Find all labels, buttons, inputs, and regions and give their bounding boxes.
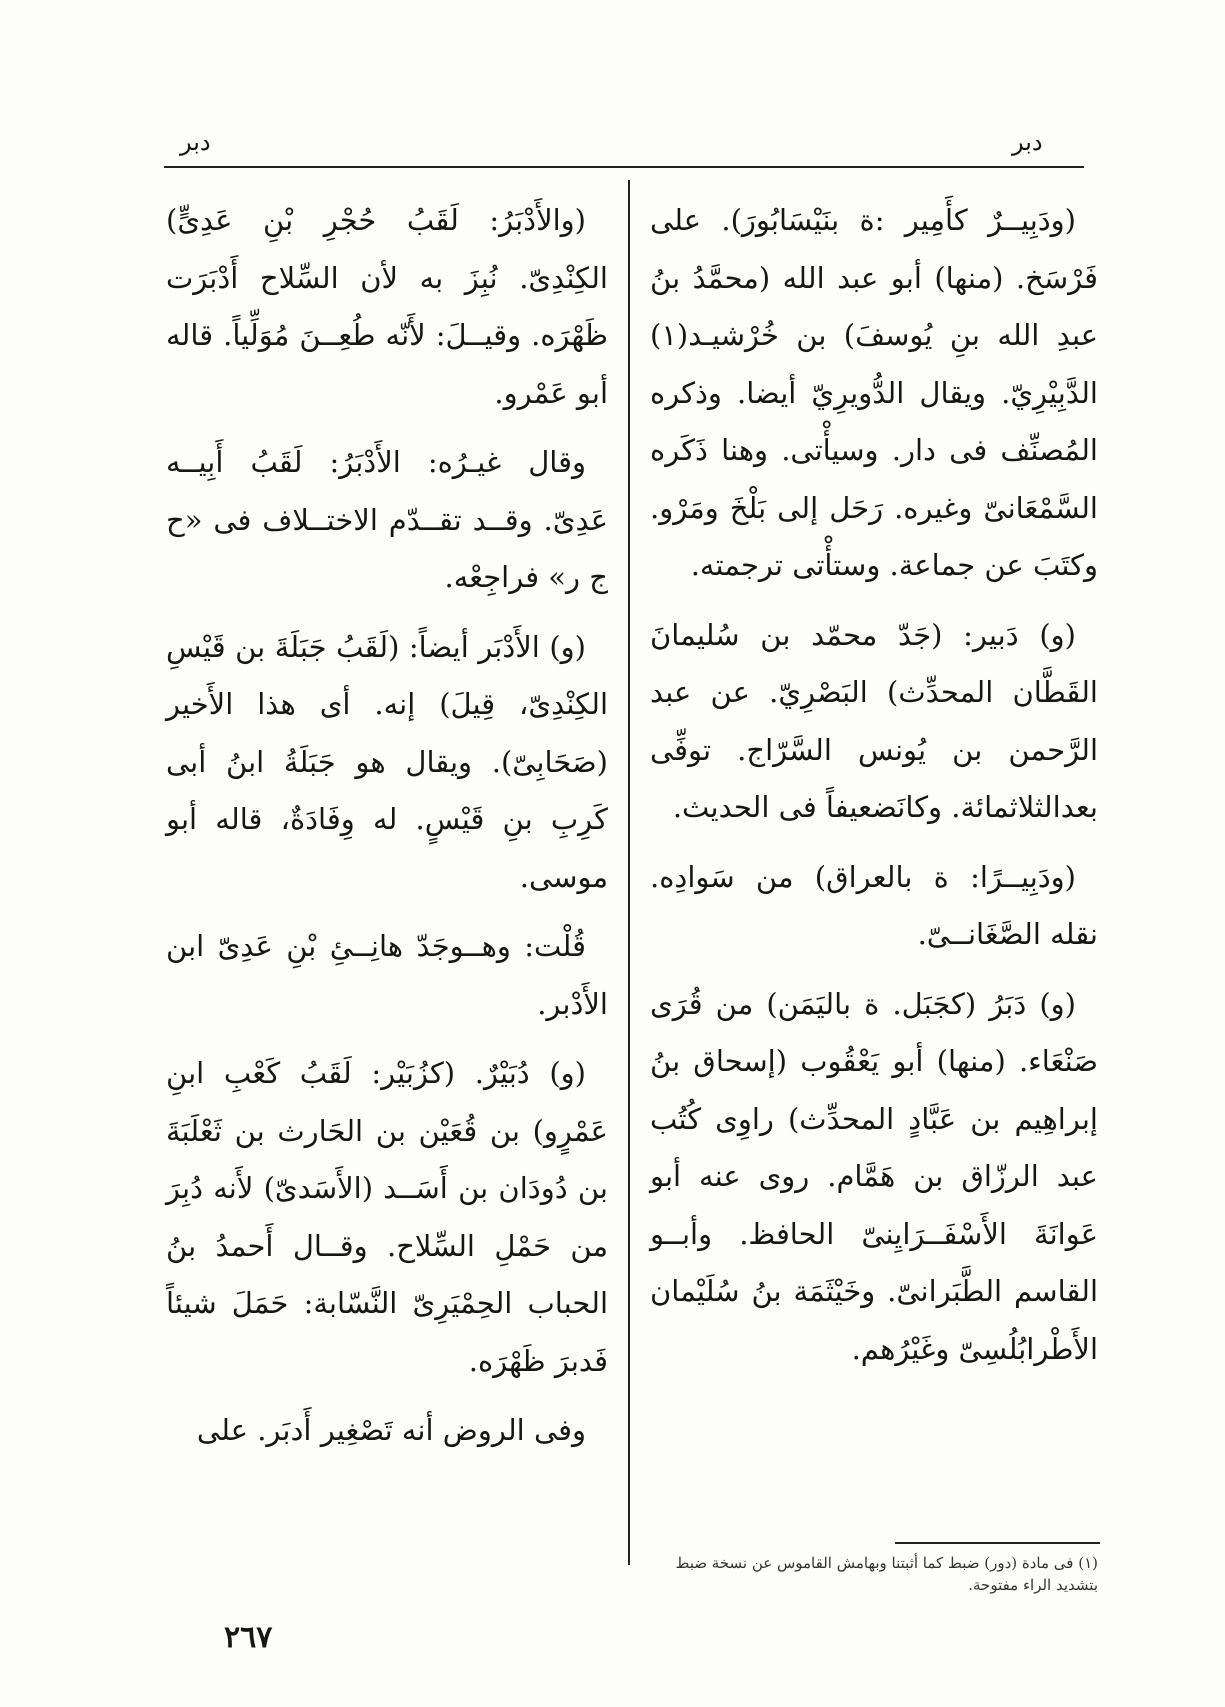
entry-paragraph: (ودَبِيــرٌ كأَمِير :ة بنَيْسَابُورَ). على فَرْسَخ. (منها) أبو عبد الله (محمَّدُ بنُ عبدِ الله بنِ يُوسفَ) بن خُرْشيـد(١) الدَّبِيْرِيّ. ويقال الدُّويرِيّ أيضا. وذكره المُصنِّف فى دار. وسيأْتى. وهنا ذَكَره السَّمْعَانىّ وغيره. رَحَل إلى بَلْخَ ومَرْو. وكتَبَ عن جماعة. وستأْتى ترجمته. [650,203,1098,582]
page-number: ٢٦٧ [224,1620,273,1655]
running-head-right: دبر [1012,128,1043,156]
left-column [166,192,608,1460]
entry-paragraph: (و) دُبَيْرٌ. (كزُبَيْر: لَقَبُ كَعْبِ ابنِ عَمْرٍو) بن قُعَيْن بن الحَارث بن ثَعْلَبَةَ بن دُودَان بن أَسَــد (الأَسَدىّ) لأَنه دُبِرَ من حَمْلِ السِّلاح. وقــال أَحمدُ بنُ الحباب الحِمْيَرِىّ النَّسّابة: حَمَلَ شيئاً فَدبرَ ظَهْرَه. [166,1056,608,1378]
footnote-rule [895,1542,1100,1544]
entry-paragraph: (ودَبِيــرًا: ة بالعراق) من سَوادِه. نقله الصَّغَانــىّ. [650,859,1098,951]
right-column [650,192,1098,1378]
entry-paragraph: (والأَدْبَرُ: لَقَبُ حُجْرِ بْنِ عَدِىٍّ) الكِنْدِىّ. نُبِزَ به لأن السِّلاح أَدْبَرَت ظَهْرَه. وقيــلَ: لأَنّه طُعِــنَ مُوَلِّياً. قاله أبو عَمْرو. [166,203,608,410]
column-divider [628,180,630,1565]
header-rule [164,166,1084,168]
entry-paragraph: وقال غيـرُه: الأَدْبَرُ: لَقَبُ أَبِيــه عَدِىّ. وقــد تقــدّم الاختــلاف فى «ح ج ر» فراجِعْه. [166,445,608,594]
entry-paragraph: (و) دَبَرُ (كجَبَل. ة باليَمَن) من قُرَى صَنْعَاء. (منها) أبو يَعْقُوب (إسحاق بنُ إبراهِيم بن عَبَّادٍ المحدِّث) راوِى كُتُب عبد الرزّاق بن هَمَّام. روى عنه أبو عَوانَةَ الأَسْفَــرَايِنىّ الحافظ. وأبــو القاسم الطَّبَرانىّ. وخَيْثَمَة بنُ سُلَيْمان الأَطْرابُلُسِىّ وغَيْرُهم. [650,986,1098,1366]
entry-paragraph: (و) الأَدْبَر أيضاً: (لَقَبُ جَبَلَةَ بن قَيْسِ الكِنْدِىّ، قِيلَ) إنه. أى هذا الأَخير (صَحَابِىّ). ويقال هو جَبَلَةُ ابنُ أبى كَرِبِ بنِ قَيْسٍ. له وِفَادَةٌ، قاله أبو موسى. [166,629,608,894]
entry-paragraph: (و) دَبير: (جَدّ محمّد بن سُليمانَ القَطَّان المحدِّث) البَصْرِيّ. عن عبد الرَّحمن بن يُونس السَّرّاج. توفِّى بعدالثلاثمائة. وكانَضعيفاً فى الحديث. [650,617,1098,824]
footnote: (١) فى مادة (دور) ضبط كما أثبتنا وبهامش القاموس عن نسخة ضبط بتشديد الراء مفتوحة. [675,1554,1098,1594]
running-head-left: دبر [180,128,211,156]
entry-paragraph: وفى الروض أنه تَصْغِير أَدبَر. على [196,1413,586,1447]
entry-paragraph: قُلْت: وهــوجَدّ هانِــئِ بْنِ عَدِىّ ابن الأَدْبر. [166,929,608,1021]
